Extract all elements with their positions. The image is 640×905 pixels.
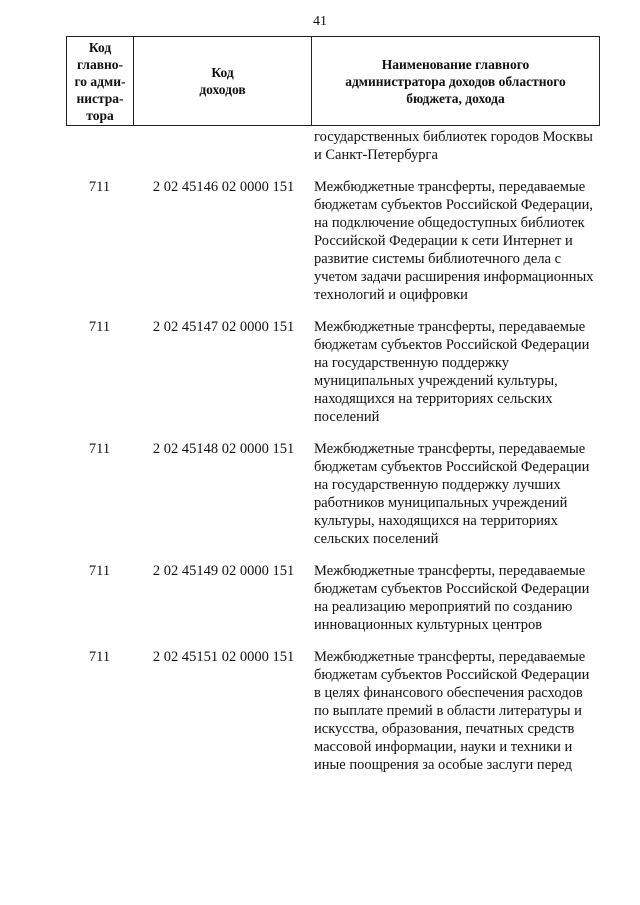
admin-code-cell: 711 bbox=[88, 319, 111, 335]
revenue-name-cell: Межбюджетные трансферты, передаваемые бюджетам субъектов Российской Федерации на реализацию мероприятий по созданию инновационных культурных центров bbox=[314, 563, 590, 633]
table-body bbox=[66, 128, 600, 774]
table-header bbox=[66, 36, 600, 126]
revenue-code-cell: 2 02 45151 02 0000 151 bbox=[152, 649, 295, 665]
admin-code-cell: 711 bbox=[88, 563, 111, 579]
table-row bbox=[66, 178, 600, 304]
revenue-name-cell: Межбюджетные трансферты, передаваемые бюджетам субъектов Российской Федерации на государственную поддержку муниципальных учреждений культуры, находящихся на территориях сельских поселений bbox=[314, 319, 590, 425]
revenue-code-cell: 2 02 45147 02 0000 151 bbox=[152, 319, 295, 335]
revenue-code-cell: 2 02 45149 02 0000 151 bbox=[152, 563, 295, 579]
header-admin-code: Код главно- го адми- нистра- тора bbox=[67, 37, 134, 125]
page-number: 41 bbox=[313, 14, 327, 29]
revenue-name-cell: Межбюджетные трансферты, передаваемые бюджетам субъектов Российской Федерации на государственную поддержку лучших работников муниципальных учреждений культуры, находящихся на территориях сельских поселений bbox=[314, 441, 590, 547]
revenue-code-cell: 2 02 45148 02 0000 151 bbox=[152, 441, 295, 457]
admin-code-cell: 711 bbox=[88, 441, 111, 457]
revenue-name-cell: Межбюджетные трансферты, передаваемые бюджетам субъектов Российской Федерации, на подключение общедоступных библиотек Российской Федерации к сети Интернет и развитие системы библиотечного дела с учетом задачи расширения информационных технологий и оцифровки bbox=[314, 179, 594, 303]
table-row bbox=[66, 648, 600, 774]
admin-code-cell: 711 bbox=[88, 179, 111, 195]
table-row bbox=[66, 562, 600, 634]
header-revenue-code: Код доходов bbox=[134, 37, 312, 125]
header-name: Наименование главного администратора доходов областного бюджета, дохода bbox=[345, 56, 566, 106]
table-row bbox=[66, 440, 600, 548]
continuation-text: государственных библиотек городов Москвы и Санкт-Петербурга bbox=[314, 129, 593, 163]
table-row bbox=[66, 318, 600, 426]
revenue-code-cell: 2 02 45146 02 0000 151 bbox=[152, 179, 295, 195]
revenue-name-cell: Межбюджетные трансферты, передаваемые бюджетам субъектов Российской Федерации в целях финансового обеспечения расходов по выплате премий в области литературы и искусства, образования, печатных средств массовой информации, науки и техники и иные поощрения за особые заслуги перед bbox=[314, 649, 590, 773]
admin-code-cell: 711 bbox=[88, 649, 111, 665]
